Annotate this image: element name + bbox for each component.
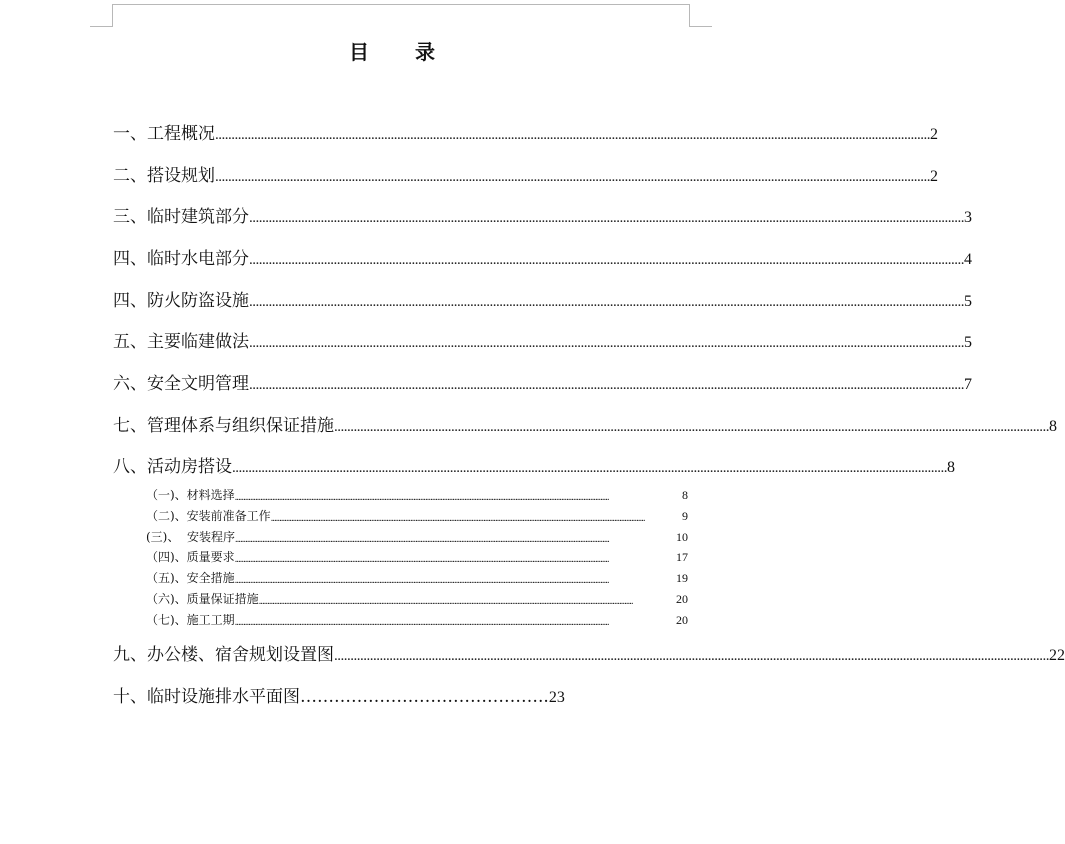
toc-page-number: 5 [964,334,972,351]
toc-page-number: 2 [930,168,938,185]
toc-entry-label: 九、办公楼、宿舍规划设置图 [113,645,334,665]
toc-page-number: 8 [947,459,955,476]
toc-page-number: 10 [676,530,688,544]
toc-subentry[interactable] [146,508,688,524]
dot-leader: ............................................................................................................................................................................................................................ [234,492,609,503]
dot-leader: ............................................................................................................................................................................................................................ [215,127,930,143]
toc-entry[interactable] [113,120,938,144]
dot-leader: ............................................................................................................................................................................................................................ [234,617,609,628]
toc-entry[interactable] [113,203,972,227]
dot-leader: ............................................................................................................................................................................................................................ [334,419,1049,435]
toc-subentry-label: （五)、安全措施 [146,571,235,585]
toc-subentry[interactable] [146,570,688,586]
dot-leader: ............................................................................................................................................................................................................................ [334,648,1049,664]
toc-page-number: 20 [676,592,688,606]
toc-entry-label: 三、临时建筑部分 [113,207,249,227]
page-top-border [112,4,689,5]
toc-entry-label: 五、主要临建做法 [113,332,249,352]
toc-subentry-label: （六)、质量保证措施 [146,592,259,606]
toc-subentry[interactable] [146,487,688,503]
toc-page-number: 8 [682,488,688,502]
dot-leader: ............................................................................................................................................................................................................................ [215,169,930,185]
dot-leader: ............................................................................................................................................................................................................................ [258,596,633,607]
toc-subentry[interactable] [146,591,688,607]
toc-page-number: 20 [676,613,688,627]
toc-entry[interactable] [113,328,972,352]
toc-entry[interactable] [113,683,565,707]
toc-entry[interactable] [113,641,1065,665]
toc-subentry-label: （一)、材料选择 [146,488,235,502]
toc-page-number: 5 [964,293,972,310]
corner-marker [689,26,712,27]
dot-leader: ............................................................................................................................................................................................................................ [249,210,964,226]
toc-page-number: 23 [548,689,565,706]
dot-leader: ............................................................................................................................................................................................................................ [270,513,645,524]
toc-entry-label: 一、工程概况 [113,124,215,144]
toc-entry[interactable] [113,162,938,186]
toc-page-number: 22 [1049,647,1065,664]
dot-leader: ............................................................................................................................................................................................................................ [249,294,964,310]
dot-leader: ............................................................................................................................................................................................................................ [249,377,964,393]
dot-leader: ............................................................................................................................................................................................................................ [249,252,964,268]
dot-leader: ............................................................................................................................................................................................................................ [232,460,947,476]
toc-page-number: 8 [1049,418,1057,435]
toc-page-number: 7 [964,376,972,393]
toc-entry-label: 七、管理体系与组织保证措施 [113,416,334,436]
toc-page-number: 3 [964,209,972,226]
title-char: 录 [415,40,437,64]
toc-subentry-label: (三)、 安装程序 [146,530,235,544]
dot-leader: ............................................................................................................................................................................................................................ [249,335,964,351]
title-char: 目 [349,40,371,64]
toc-page-number: 2 [930,126,938,143]
toc-entry[interactable] [113,370,972,394]
toc-subentry[interactable] [146,612,688,628]
toc-subentry-label: （七)、施工工期 [146,613,235,627]
toc-subentry-label: （二)、安装前准备工作 [146,509,271,523]
toc-subentry-label: （四)、质量要求 [146,550,235,564]
dot-leader: ............................................................................................................................................................................................................................ [234,575,609,586]
toc-entry[interactable] [113,412,1057,436]
toc-entry[interactable] [113,287,972,311]
corner-marker [112,4,113,27]
toc-subentry[interactable] [146,529,688,545]
page-title [0,36,786,65]
toc-page-number: 17 [676,550,688,564]
toc-entry-label: 十、临时设施排水平面图…………………………………….. [113,687,549,707]
toc-entry[interactable] [113,245,972,269]
corner-marker [90,26,113,27]
toc-entry-label: 八、活动房搭设 [113,457,232,477]
toc-subentry[interactable] [146,549,688,565]
toc-page-number: 4 [964,251,972,268]
toc-page-number: 9 [682,509,688,523]
toc-entry-label: 四、临时水电部分 [113,249,249,269]
toc-entry-label: 四、防火防盗设施 [113,291,249,311]
corner-marker [689,4,690,27]
toc-entry-label: 六、安全文明管理 [113,374,249,394]
dot-leader: ............................................................................................................................................................................................................................ [234,554,609,565]
toc-entry[interactable] [113,453,955,477]
toc-page-number: 19 [676,571,688,585]
dot-leader: ............................................................................................................................................................................................................................ [235,534,610,545]
toc-entry-label: 二、搭设规划 [113,166,215,186]
